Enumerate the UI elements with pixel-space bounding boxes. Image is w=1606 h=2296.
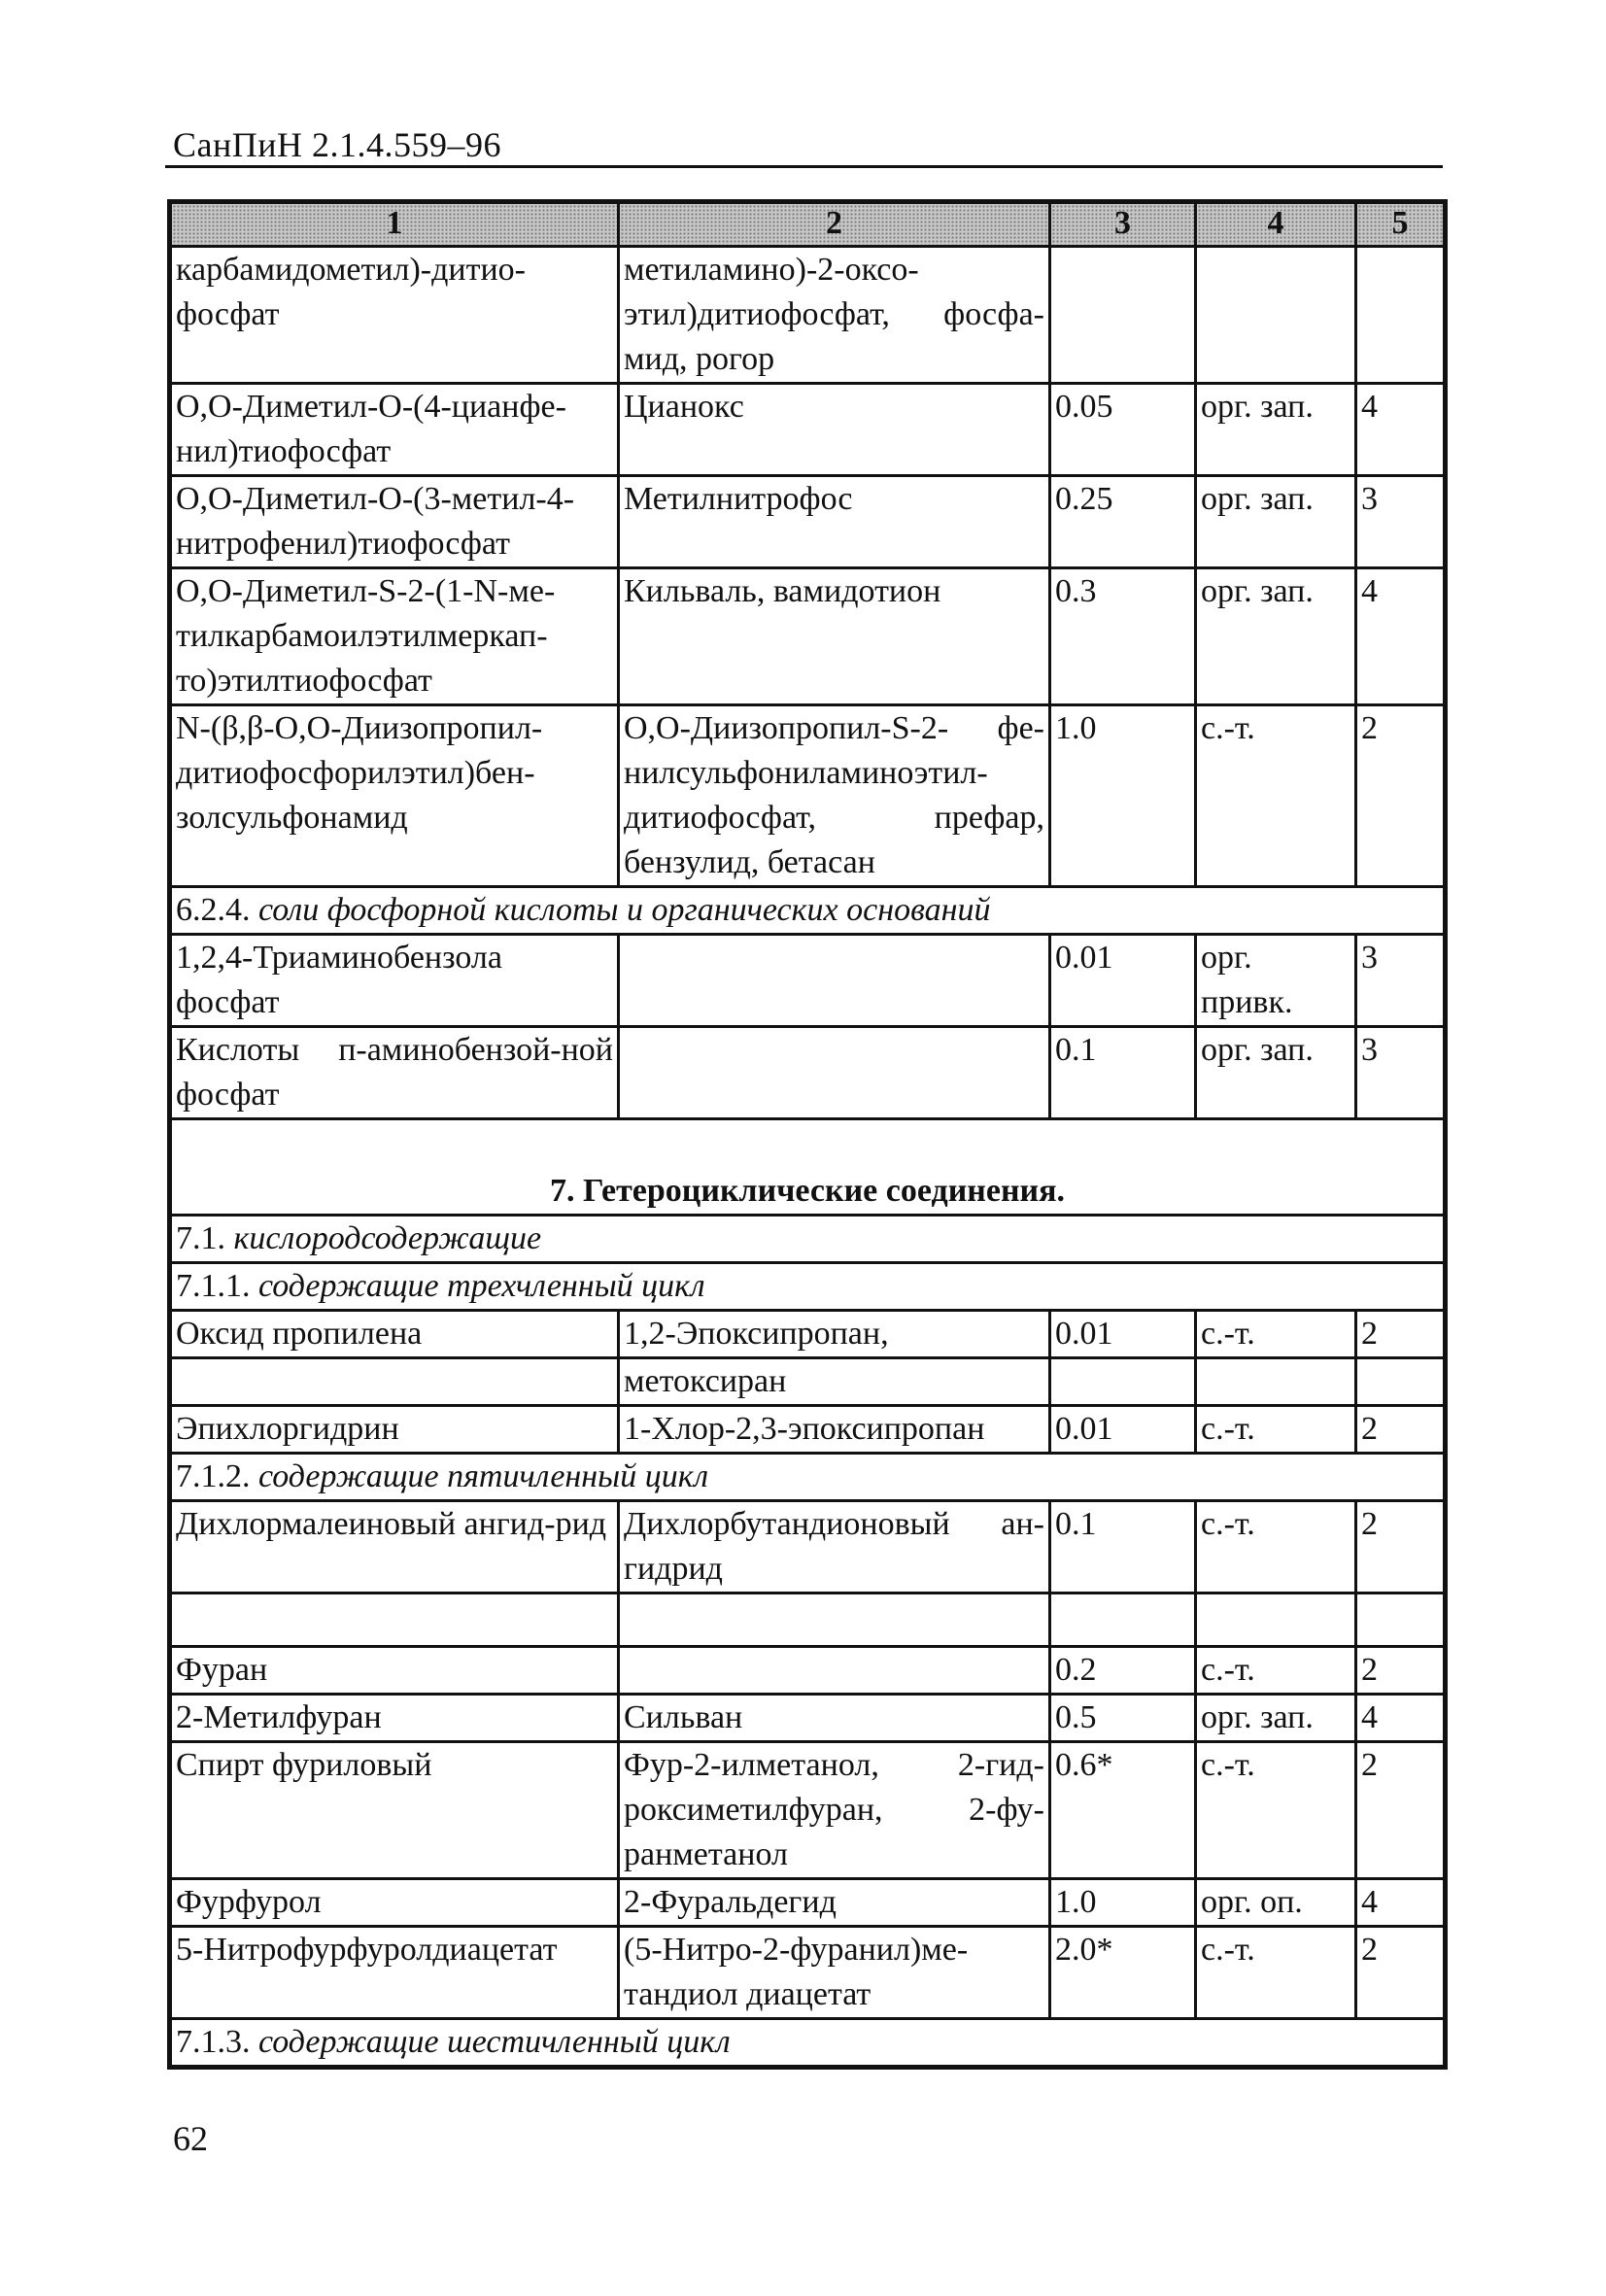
document-code-header: СанПиН 2.1.4.559–96 xyxy=(173,125,502,164)
norm-value: 0.01 xyxy=(1050,935,1196,1027)
substance-synonym: 1-Хлор-2,3-эпоксипропан xyxy=(619,1406,1050,1454)
section-title: кислородсодержащие xyxy=(233,1220,542,1256)
substance-synonym: Дихлорбутандионовый ан-гидрид xyxy=(619,1501,1050,1593)
table-row xyxy=(170,568,1446,705)
hazard-class: 2 xyxy=(1356,1311,1446,1358)
substance-synonym xyxy=(619,1647,1050,1695)
substance-name: карбамидометил)-дитио-фосфат xyxy=(170,247,619,384)
norm-value: 1.0 xyxy=(1050,705,1196,887)
hazard-class: 4 xyxy=(1356,384,1446,476)
hazard-sign: орг. зап. xyxy=(1196,568,1356,705)
hazard-sign: с.-т. xyxy=(1196,705,1356,887)
norm-value: 0.01 xyxy=(1050,1311,1196,1358)
chapter-heading: 7. Гетероциклические соединения. xyxy=(170,1119,1446,1216)
hazard-class xyxy=(1356,1358,1446,1406)
empty-cell xyxy=(170,1593,619,1647)
substance-synonym: Сильван xyxy=(619,1695,1050,1742)
column-number: 3 xyxy=(1050,202,1196,247)
empty-cell xyxy=(619,1593,1050,1647)
substance-synonym: Фур-2-илметанол, 2-гид-роксиметилфуран, 2-фу-ранметанол xyxy=(619,1742,1050,1879)
substance-name: Спирт фуриловый xyxy=(170,1742,619,1879)
substance-name: N-(β,β-О,О-Диизопропил-дитиофосфорилэтил)бен-золсульфонамид xyxy=(170,705,619,887)
substance-name: О,О-Диметил-S-2-(1-N-ме-тилкарбамоилэтилмеркап-то)этилтиофосфат xyxy=(170,568,619,705)
substance-name: Эпихлоргидрин xyxy=(170,1406,619,1454)
table-row xyxy=(170,1742,1446,1879)
section-row xyxy=(170,1216,1446,1263)
hazard-sign: с.-т. xyxy=(1196,1406,1356,1454)
table-row xyxy=(170,935,1446,1027)
hazard-sign: орг. зап. xyxy=(1196,1695,1356,1742)
norm-value xyxy=(1050,1358,1196,1406)
substance-synonym: О,О-Диизопропил-S-2- фе-нилсульфониламиноэтил-дитиофосфат, префар, бензулид, бетасан xyxy=(619,705,1050,887)
section-row xyxy=(170,1454,1446,1501)
norm-value: 0.3 xyxy=(1050,568,1196,705)
substance-name: О,О-Диметил-О-(3-метил-4-нитрофенил)тиофосфат xyxy=(170,476,619,568)
hazard-sign: орг. зап. xyxy=(1196,476,1356,568)
column-number: 2 xyxy=(619,202,1050,247)
norm-value: 0.6* xyxy=(1050,1742,1196,1879)
section-row xyxy=(170,1263,1446,1311)
substance-synonym xyxy=(619,1027,1050,1119)
hazard-sign: с.-т. xyxy=(1196,1501,1356,1593)
table-row xyxy=(170,247,1446,384)
substance-synonym: метиламино)-2-оксо-этил)дитиофосфат, фосфа-мид, рогор xyxy=(619,247,1050,384)
column-number: 1 xyxy=(170,202,619,247)
column-number: 5 xyxy=(1356,202,1446,247)
substance-synonym: Цианокс xyxy=(619,384,1050,476)
hazard-class: 2 xyxy=(1356,1647,1446,1695)
substance-synonym: Кильваль, вамидотион xyxy=(619,568,1050,705)
norm-value: 0.05 xyxy=(1050,384,1196,476)
section-title: соли фосфорной кислоты и органических оснований xyxy=(258,892,991,928)
hazard-class: 3 xyxy=(1356,935,1446,1027)
substance-name: Оксид пропилена xyxy=(170,1311,619,1358)
norm-value: 0.25 xyxy=(1050,476,1196,568)
substance-synonym xyxy=(619,935,1050,1027)
substance-name: 5-Нитрофурфуролдиацетат xyxy=(170,1927,619,2019)
empty-cell xyxy=(1356,1593,1446,1647)
table-row xyxy=(170,384,1446,476)
column-number-row xyxy=(170,202,1446,247)
table-row xyxy=(170,1311,1446,1358)
table-row xyxy=(170,1358,1446,1406)
hazard-sign: орг. привк. xyxy=(1196,935,1356,1027)
norm-value: 0.5 xyxy=(1050,1695,1196,1742)
hazard-sign: с.-т. xyxy=(1196,1742,1356,1879)
section-number: 6.2.4. xyxy=(176,892,251,928)
substance-name: О,О-Диметил-О-(4-цианфе-нил)тиофосфат xyxy=(170,384,619,476)
norm-value: 0.01 xyxy=(1050,1406,1196,1454)
hazard-class: 2 xyxy=(1356,1927,1446,2019)
hazard-sign: с.-т. xyxy=(1196,1647,1356,1695)
header-rule xyxy=(165,165,1443,168)
section-number: 7.1.1. xyxy=(176,1268,251,1304)
page-number: 62 xyxy=(173,2119,208,2158)
substance-name: Кислоты п-аминобензой-ной фосфат xyxy=(170,1027,619,1119)
column-number: 4 xyxy=(1196,202,1356,247)
hazard-sign xyxy=(1196,247,1356,384)
norm-value: 2.0* xyxy=(1050,1927,1196,2019)
norm-value: 1.0 xyxy=(1050,1879,1196,1927)
hazard-class: 3 xyxy=(1356,476,1446,568)
substance-synonym: метоксиран xyxy=(619,1358,1050,1406)
section-number: 7.1.3. xyxy=(176,2024,251,2060)
section-title: содержащие пятичленный цикл xyxy=(258,1458,709,1494)
section-number: 7.1.2. xyxy=(176,1458,251,1494)
empty-cell xyxy=(1050,1593,1196,1647)
table-row xyxy=(170,1027,1446,1119)
substance-name: 1,2,4-Триаминобензола фосфат xyxy=(170,935,619,1027)
table-row xyxy=(170,705,1446,887)
section-heading-7-1-2 xyxy=(170,1454,1446,1501)
hazard-class xyxy=(1356,247,1446,384)
substance-synonym: 1,2-Эпоксипропан, xyxy=(619,1311,1050,1358)
norm-value: 0.2 xyxy=(1050,1647,1196,1695)
section-title: содержащие трехчленный цикл xyxy=(258,1268,705,1304)
substance-name: Фурфурол xyxy=(170,1879,619,1927)
hazard-class: 2 xyxy=(1356,705,1446,887)
hazard-class: 2 xyxy=(1356,1406,1446,1454)
norm-value: 0.1 xyxy=(1050,1027,1196,1119)
table-row xyxy=(170,1406,1446,1454)
section-row xyxy=(170,2019,1446,2068)
empty-row xyxy=(170,1593,1446,1647)
hazard-sign: с.-т. xyxy=(1196,1927,1356,2019)
section-heading-7-1 xyxy=(170,1216,1446,1263)
substance-name: Фуран xyxy=(170,1647,619,1695)
section-number: 7.1. xyxy=(176,1220,225,1256)
hygienic-standards-table xyxy=(167,199,1448,2070)
section-heading-7-1-1 xyxy=(170,1263,1446,1311)
hazard-class: 4 xyxy=(1356,1695,1446,1742)
chapter-row xyxy=(170,1119,1446,1216)
substance-synonym: Метилнитрофос xyxy=(619,476,1050,568)
table-row xyxy=(170,1647,1446,1695)
norm-value: 0.1 xyxy=(1050,1501,1196,1593)
substance-name: 2-Метилфуран xyxy=(170,1695,619,1742)
section-heading-7-1-3 xyxy=(170,2019,1446,2068)
substance-name xyxy=(170,1358,619,1406)
section-title: содержащие шестичленный цикл xyxy=(258,2024,731,2060)
hazard-sign: орг. оп. xyxy=(1196,1879,1356,1927)
table-row xyxy=(170,1501,1446,1593)
hazard-class: 4 xyxy=(1356,568,1446,705)
table-row xyxy=(170,476,1446,568)
table-row xyxy=(170,1879,1446,1927)
hazard-class: 4 xyxy=(1356,1879,1446,1927)
substance-synonym: 2-Фуральдегид xyxy=(619,1879,1050,1927)
table-row xyxy=(170,1927,1446,2019)
empty-cell xyxy=(1196,1593,1356,1647)
section-row xyxy=(170,887,1446,935)
section-heading-6-2-4 xyxy=(170,887,1446,935)
norm-value xyxy=(1050,247,1196,384)
hazard-sign: с.-т. xyxy=(1196,1311,1356,1358)
substance-name: Дихлормалеиновый ангид-рид xyxy=(170,1501,619,1593)
hazard-class: 3 xyxy=(1356,1027,1446,1119)
substance-synonym: (5-Нитро-2-фуранил)ме-тандиол диацетат xyxy=(619,1927,1050,2019)
table-row xyxy=(170,1695,1446,1742)
hazard-sign: орг. зап. xyxy=(1196,1027,1356,1119)
hazard-sign xyxy=(1196,1358,1356,1406)
hazard-class: 2 xyxy=(1356,1742,1446,1879)
hazard-sign: орг. зап. xyxy=(1196,384,1356,476)
hazard-class: 2 xyxy=(1356,1501,1446,1593)
